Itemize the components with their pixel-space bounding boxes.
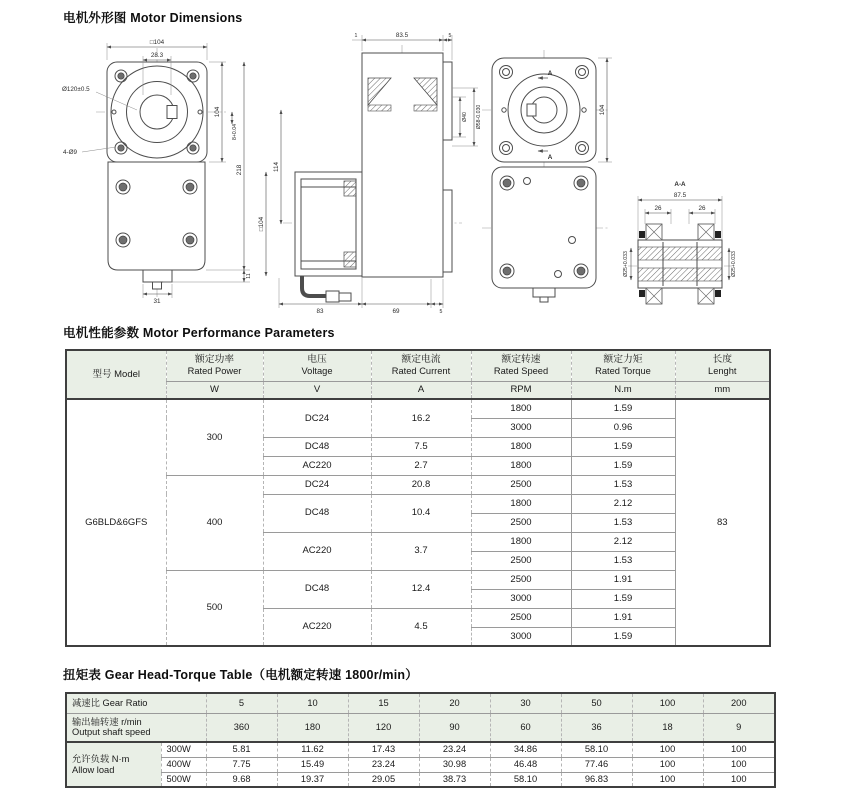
- torque-cell: 1.91: [571, 570, 675, 589]
- speed-cell: 3000: [471, 589, 571, 608]
- allow-load-wattage: 300W: [161, 742, 206, 757]
- gear-ratio-value: 20: [419, 693, 490, 713]
- dim-side-835: 83.5: [395, 32, 409, 39]
- output-speed-value: 90: [419, 713, 490, 742]
- section-title-aa: A-A: [674, 181, 686, 188]
- side-view: [258, 32, 482, 315]
- output-speed-value: 60: [490, 713, 561, 742]
- gear-ratio-value: 30: [490, 693, 561, 713]
- output-speed-value: 360: [206, 713, 277, 742]
- allow-load-value: 58.10: [490, 772, 561, 787]
- torque-cell: 1.59: [571, 589, 675, 608]
- allow-load-value: 100: [632, 772, 703, 787]
- speed-cell: 1800: [471, 532, 571, 551]
- torque-cell: 1.53: [571, 513, 675, 532]
- dim-section-d25-left: Ø25+0.033: [623, 251, 629, 277]
- current-cell: 16.2: [371, 399, 471, 437]
- current-cell: 2.7: [371, 456, 471, 475]
- voltage-cell: AC220: [263, 532, 371, 570]
- dim-section-d25-right: Ø25+0.033: [731, 251, 737, 277]
- allow-load-wattage: 400W: [161, 757, 206, 772]
- speed-cell: 2500: [471, 608, 571, 627]
- torque-cell: 1.59: [571, 399, 675, 418]
- col-header-rated-speed: 额定转速 Rated Speed: [471, 350, 571, 381]
- speed-cell: 2500: [471, 551, 571, 570]
- dim-side-114: 114: [273, 161, 280, 173]
- current-cell: 10.4: [371, 494, 471, 532]
- allow-load-value: 9.68: [206, 772, 277, 787]
- allow-load-value: 5.81: [206, 742, 277, 757]
- section-title-torque: [63, 665, 418, 683]
- output-speed-value: 18: [632, 713, 703, 742]
- section-view-aa: [623, 181, 737, 304]
- unit-w: W: [166, 381, 263, 399]
- torque-cell: 0.96: [571, 418, 675, 437]
- output-speed-value: 9: [703, 713, 775, 742]
- dim-side-1: 1: [354, 33, 358, 39]
- dim-front-283: 28.3: [150, 52, 164, 59]
- allow-load-value: 100: [703, 742, 775, 757]
- section-title-performance: [63, 323, 335, 341]
- dim-front-shaft-tol: 8+0.04: [232, 123, 238, 141]
- dim-side-d58: Ø58-0.030: [476, 104, 482, 130]
- power-cell: 400: [166, 475, 263, 570]
- speed-cell: 2500: [471, 570, 571, 589]
- dim-side-5bot: 5: [439, 309, 443, 315]
- gear-ratio-value: 200: [703, 693, 775, 713]
- allow-load-value: 15.49: [277, 757, 348, 772]
- dim-section-875: 87.5: [673, 192, 687, 199]
- table-row: [66, 570, 770, 589]
- table-header-row: [66, 350, 770, 381]
- torque-cell: 1.59: [571, 627, 675, 646]
- allow-load-value: 38.73: [419, 772, 490, 787]
- allow-load-value: 23.24: [348, 757, 419, 772]
- allow-load-value: 96.83: [561, 772, 632, 787]
- torque-cell: 1.53: [571, 475, 675, 494]
- speed-cell: 1800: [471, 399, 571, 418]
- dim-side-5top: 5: [448, 33, 452, 39]
- allow-load-value: 100: [703, 772, 775, 787]
- allow-load-value: 58.10: [561, 742, 632, 757]
- allow-load-value: 11.62: [277, 742, 348, 757]
- gear-ratio-value: 10: [277, 693, 348, 713]
- dim-side-69: 69: [392, 308, 400, 315]
- dim-front-square: □104: [149, 39, 165, 46]
- voltage-cell: DC24: [263, 399, 371, 437]
- power-cell: 500: [166, 570, 263, 646]
- dim-front-104: 104: [214, 106, 221, 118]
- current-cell: 20.8: [371, 475, 471, 494]
- section-title-zh: 扭矩表: [63, 668, 102, 682]
- current-cell: 4.5: [371, 608, 471, 646]
- dim-front-boltcircle: Ø120±0.5: [62, 86, 90, 93]
- section-arrow-a-top: A: [547, 70, 553, 77]
- dim-front-holes: 4-Ø9: [63, 149, 77, 156]
- output-speed-value: 120: [348, 713, 419, 742]
- speed-cell: 1800: [471, 456, 571, 475]
- allow-load-wattage: 500W: [161, 772, 206, 787]
- unit-a: A: [371, 381, 471, 399]
- gear-ratio-value: 100: [632, 693, 703, 713]
- allow-load-value: 100: [632, 757, 703, 772]
- gear-ratio-value: 5: [206, 693, 277, 713]
- gear-ratio-row: [66, 693, 775, 713]
- allow-load-value: 100: [632, 742, 703, 757]
- voltage-cell: DC24: [263, 475, 371, 494]
- voltage-cell: AC220: [263, 456, 371, 475]
- gear-ratio-label: 减速比 Gear Ratio: [66, 693, 206, 713]
- gear-ratio-value: 15: [348, 693, 419, 713]
- allow-load-row-400w: [66, 757, 775, 772]
- section-title-zh: 电机外形图: [63, 11, 127, 25]
- table-units-row: [66, 381, 770, 399]
- col-header-rated-torque: 额定力矩 Rated Torque: [571, 350, 675, 381]
- allow-load-value: 30.98: [419, 757, 490, 772]
- speed-cell: 3000: [471, 627, 571, 646]
- dim-front-31: 31: [153, 298, 161, 305]
- voltage-cell: DC48: [263, 437, 371, 456]
- current-cell: 3.7: [371, 532, 471, 570]
- torque-cell: 1.53: [571, 551, 675, 570]
- allow-load-value: 23.24: [419, 742, 490, 757]
- output-speed-row: [66, 713, 775, 742]
- torque-cell: 2.12: [571, 494, 675, 513]
- dim-front-218: 218: [236, 164, 243, 176]
- allow-load-value: 19.37: [277, 772, 348, 787]
- unit-v: V: [263, 381, 371, 399]
- table-row: [66, 399, 770, 418]
- col-header-model: 型号 Model: [66, 350, 166, 399]
- motor-dimension-drawings: [0, 0, 842, 320]
- section-arrow-a-bottom: A: [547, 154, 553, 161]
- table-row: [66, 475, 770, 494]
- voltage-cell: DC48: [263, 494, 371, 532]
- speed-cell: 2500: [471, 475, 571, 494]
- dim-side-sq104: □104: [258, 216, 265, 232]
- allow-load-value: 46.48: [490, 757, 561, 772]
- output-speed-label: 输出轴转速 r/min Output shaft speed: [66, 713, 206, 742]
- speed-cell: 1800: [471, 437, 571, 456]
- col-header-voltage: 电压 Voltage: [263, 350, 371, 381]
- front-view: [62, 39, 252, 305]
- allow-load-value: 7.75: [206, 757, 277, 772]
- torque-cell: 1.59: [571, 437, 675, 456]
- output-speed-value: 36: [561, 713, 632, 742]
- torque-cell: 1.91: [571, 608, 675, 627]
- rear-view: [482, 50, 612, 302]
- dim-front-11: 11: [246, 273, 252, 279]
- section-title-zh: 电机性能参数: [63, 326, 140, 340]
- section-title-en: Motor Performance Parameters: [142, 326, 335, 340]
- voltage-cell: DC48: [263, 570, 371, 608]
- dim-side-83: 83: [316, 308, 324, 315]
- allow-load-row-500w: [66, 772, 775, 787]
- current-cell: 7.5: [371, 437, 471, 456]
- performance-table: [65, 349, 771, 647]
- allow-load-value: 29.05: [348, 772, 419, 787]
- allow-load-label: 允许负载 N·m Allow load: [66, 742, 161, 787]
- gear-ratio-value: 50: [561, 693, 632, 713]
- col-header-rated-power: 额定功率 Rated Power: [166, 350, 263, 381]
- speed-cell: 1800: [471, 494, 571, 513]
- power-cell: 300: [166, 399, 263, 475]
- speed-cell: 2500: [471, 513, 571, 532]
- current-cell: 12.4: [371, 570, 471, 608]
- section-title-en: Gear Head-Torque Table（电机额定转速 1800r/min）: [104, 668, 418, 682]
- torque-table: [65, 692, 776, 788]
- unit-mm: mm: [675, 381, 770, 399]
- model-cell: G6BLD&6GFS: [66, 399, 166, 646]
- torque-cell: 2.12: [571, 532, 675, 551]
- dim-rear-104: 104: [599, 104, 606, 116]
- unit-nm: N.m: [571, 381, 675, 399]
- dim-side-d40: Ø40: [462, 112, 468, 122]
- dim-section-26r: 26: [698, 205, 706, 212]
- allow-load-row-300w: [66, 742, 775, 757]
- speed-cell: 3000: [471, 418, 571, 437]
- col-header-rated-current: 额定电流 Rated Current: [371, 350, 471, 381]
- torque-cell: 1.59: [571, 456, 675, 475]
- allow-load-value: 17.43: [348, 742, 419, 757]
- unit-rpm: RPM: [471, 381, 571, 399]
- voltage-cell: AC220: [263, 608, 371, 646]
- output-speed-value: 180: [277, 713, 348, 742]
- length-cell: 83: [675, 399, 770, 646]
- col-header-length: 长度 Lenght: [675, 350, 770, 381]
- allow-load-value: 100: [703, 757, 775, 772]
- allow-load-value: 34.86: [490, 742, 561, 757]
- dim-section-26l: 26: [654, 205, 662, 212]
- allow-load-value: 77.46: [561, 757, 632, 772]
- section-title-en: Motor Dimensions: [130, 11, 243, 25]
